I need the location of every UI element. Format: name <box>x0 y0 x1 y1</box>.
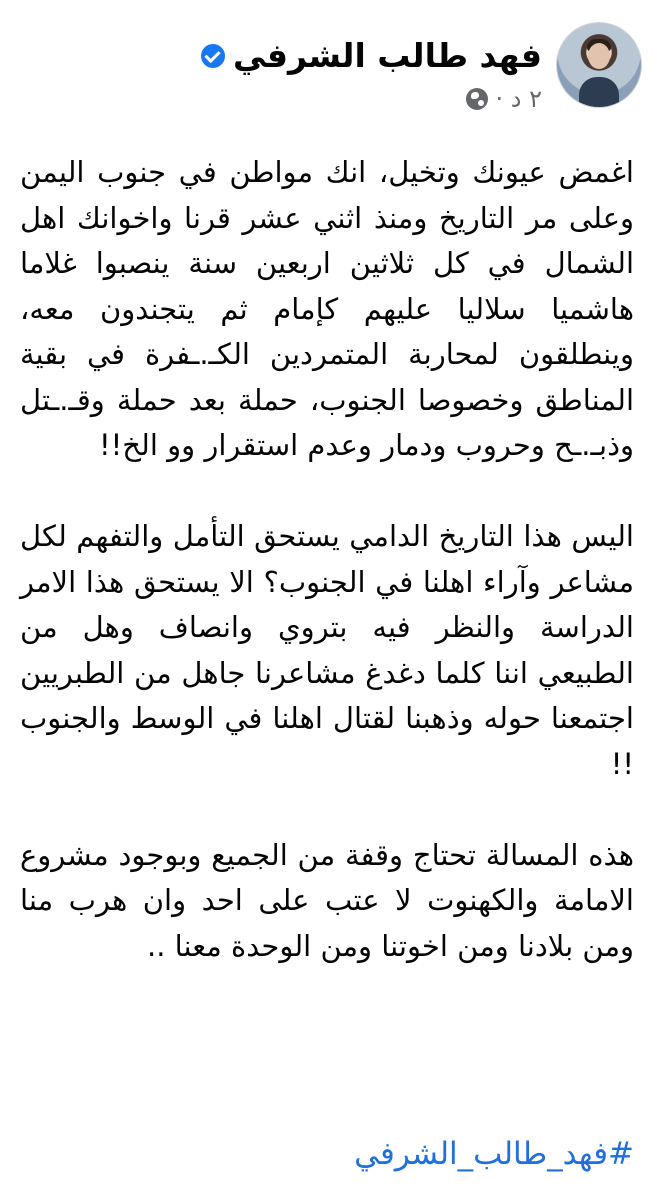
post-header <box>12 22 642 112</box>
author-name[interactable]: فهد طالب الشرفي <box>232 36 542 75</box>
post-paragraph-1: اغمض عيونك وتخيل، انك مواطن في جنوب اليمن وعلى مر التاريخ ومنذ اثني عشر قرنا واخوانك اهل الشمال في كل ثلاثين اربعين سنة ينصبوا غلاما هاشميا سلاليا عليهم كإمام ثم يتجندون معه، وينطلقون لمحاربة المتمردين الكـ.ـفرة في بقية المناطق وخصوصا الجنوب، حملة بعد حملة وقـ.ـتل وذبـ.ـح وحروب ودمار وعدم استقرار وو الخ!! <box>20 155 634 462</box>
post-paragraph-2: اليس هذا التاريخ الدامي يستحق التأمل والتفهم لكل مشاعر وآراء اهلنا في الجنوب؟ الا يستحق هذا الامر الدراسة والنظر فيه بتروي وانصاف وهل من الطبيعي اننا كلما دغدغ مشاعرنا جاهل من الطبريين اجتمعنا حوله وذهبنا لقتال اهلنا في الوسط والجنوب !! <box>20 519 634 781</box>
post-paragraph-3: هذه المسالة تحتاج وقفة من الجميع وبوجود مشروع الامامة والكهنوت لا عتب على احد وان هرب منا ومن بلادنا ومن اخوتنا ومن الوحدة معنا .. <box>20 837 634 963</box>
verified-badge-icon <box>201 44 225 68</box>
avatar-face <box>588 43 610 69</box>
post-meta <box>466 84 542 114</box>
author-avatar[interactable] <box>556 22 642 108</box>
hashtag-link[interactable]: #فهد_طالب_الشرفي <box>354 1136 634 1172</box>
avatar-body <box>579 77 619 108</box>
author-name-row <box>201 36 542 76</box>
post-timestamp[interactable]: ٢ د · <box>495 85 542 113</box>
globe-icon <box>466 88 488 110</box>
post-text <box>20 150 634 1015</box>
